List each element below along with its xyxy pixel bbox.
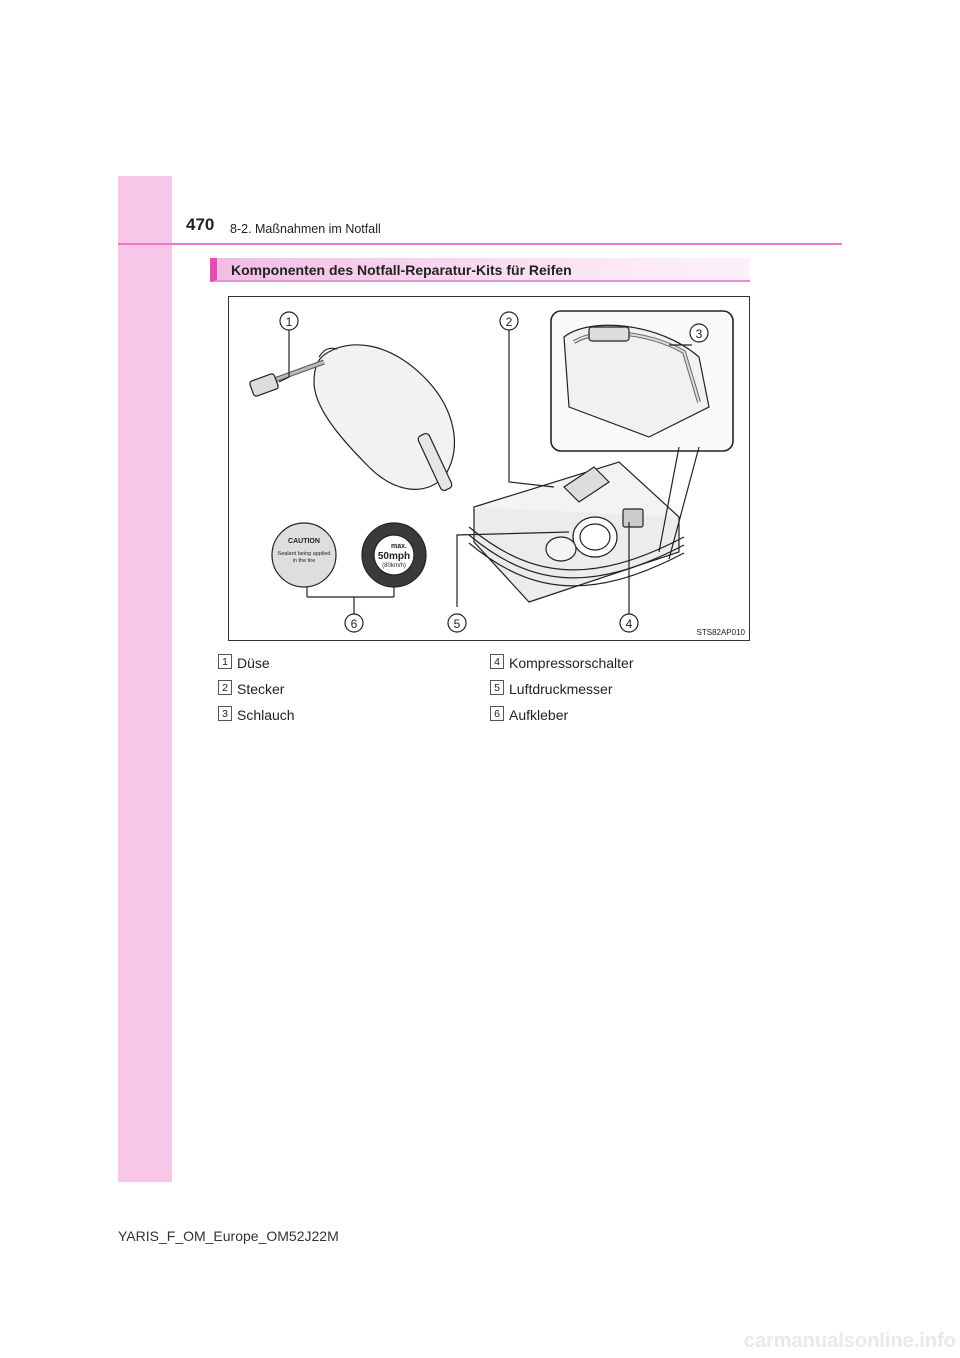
chapter-title: 8-2. Maßnahmen im Notfall [230, 222, 381, 236]
legend-label: Luftdruckmesser [509, 681, 613, 697]
section-heading [210, 258, 750, 282]
callout-1: 1 [285, 315, 293, 329]
caution-line1: Sealant being applied [277, 551, 331, 557]
legend-number: 3 [218, 706, 232, 721]
legend-number: 2 [218, 680, 232, 695]
header-rule [118, 243, 842, 245]
page-number: 470 [186, 215, 215, 234]
legend-number: 6 [490, 706, 504, 721]
legend-label: Kompressorschalter [509, 655, 634, 671]
callout-6: 6 [350, 617, 358, 631]
figure-code: STS82AP010 [696, 628, 745, 637]
compressor-drawing [469, 462, 684, 602]
legend-label: Aufkleber [509, 707, 569, 723]
kit-illustration [228, 296, 750, 641]
legend-label: Stecker [237, 681, 285, 697]
side-tab-band [118, 176, 172, 1182]
legend-number: 1 [218, 654, 232, 669]
caution-line2: in the tire [292, 558, 316, 564]
watermark: carmanualsonline.info [743, 1330, 956, 1352]
callout-4: 4 [625, 617, 633, 631]
callout-3: 3 [695, 327, 703, 341]
speed-metric: (80km/h) [382, 563, 406, 569]
section-title: Komponenten des Notfall-Reparatur-Kits für Reifen [231, 262, 572, 278]
legend-label: Schlauch [237, 707, 295, 723]
callout-2: 2 [505, 315, 513, 329]
kit-drawing [229, 297, 751, 642]
callout-5: 5 [453, 617, 461, 631]
speed-max: max. [391, 543, 407, 550]
legend-label: Düse [237, 655, 270, 671]
speed-value: 50mph [377, 551, 411, 562]
caution-title: CAUTION [288, 538, 320, 545]
legend-number: 4 [490, 654, 504, 669]
sealant-bottle-drawing [249, 345, 454, 492]
footer-doc-code: YARIS_F_OM_Europe_OM52J22M [118, 1228, 339, 1244]
legend-number: 5 [490, 680, 504, 695]
